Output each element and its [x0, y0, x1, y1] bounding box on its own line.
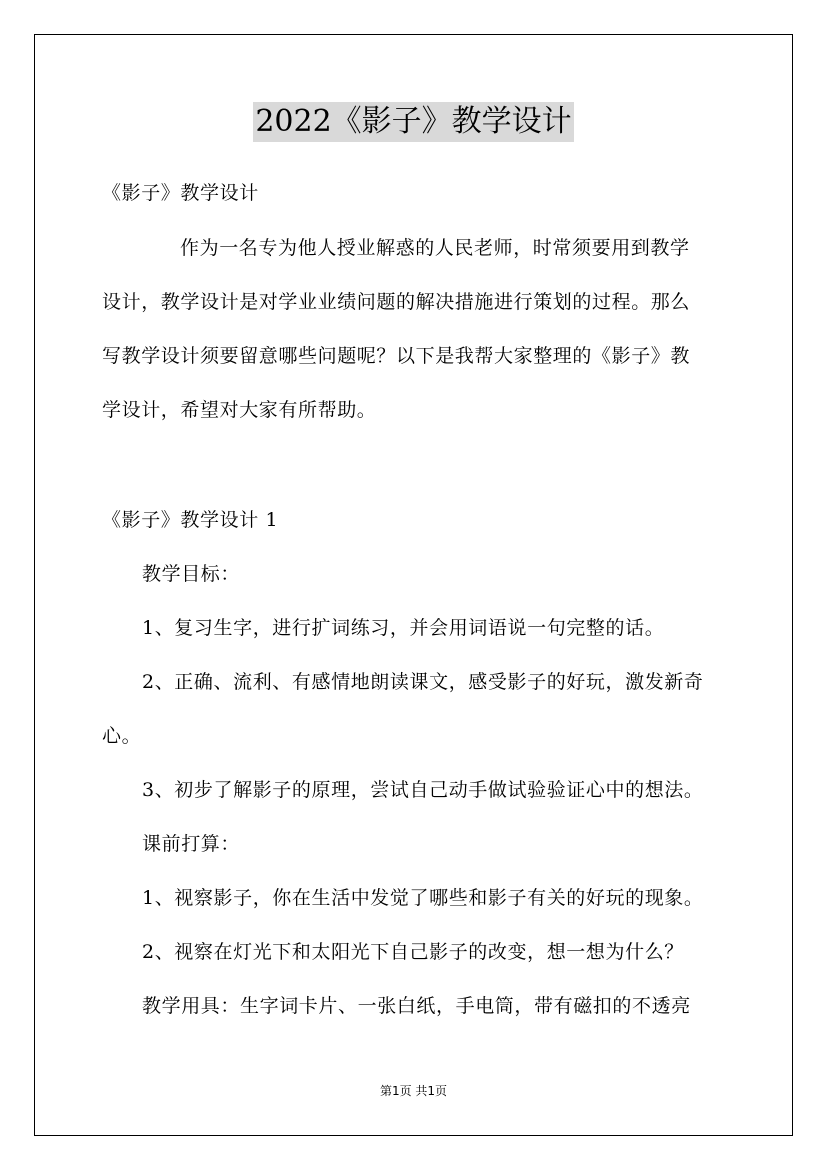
prep-item-1: 1、视察影子，你在生活中发觉了哪些和影子有关的好玩的现象。	[142, 887, 704, 909]
document-subtitle: 《影子》教学设计	[102, 182, 259, 204]
goal-item-2-cont: 心。	[102, 725, 142, 747]
prep-item-2: 2、视察在灯光下和太阳光下自己影子的改变，想一想为什么？	[142, 941, 684, 963]
document-title: 2022《影子》教学设计	[253, 102, 573, 142]
intro-line-2: 设计，教学设计是对学业业绩问题的解决措施进行策划的过程。那么	[102, 291, 691, 313]
intro-line-3: 写教学设计须要留意哪些问题呢？以下是我帮大家整理的《影子》教	[102, 345, 691, 367]
section-heading: 《影子》教学设计 1	[102, 509, 279, 531]
goal-item-1: 1、复习生字，进行扩词练习，并会用词语说一句完整的话。	[142, 617, 665, 639]
intro-line-4: 学设计，希望对大家有所帮助。	[102, 399, 377, 421]
intro-line-1: 作为一名专为他人授业解惑的人民老师，时常须要用到教学	[180, 237, 690, 259]
goals-label: 教学目标：	[142, 563, 241, 585]
goal-item-3: 3、初步了解影子的原理，尝试自己动手做试验验证心中的想法。	[142, 779, 704, 801]
prep-label: 课前打算：	[142, 833, 241, 855]
page-footer: 第1页 共1页	[379, 1084, 448, 1098]
tools-line: 教学用具：生字词卡片、一张白纸，手电筒，带有磁扣的不透亮	[142, 995, 691, 1017]
goal-item-2: 2、正确、流利、有感情地朗读课文，感受影子的好玩，激发新奇	[142, 671, 704, 693]
title-container	[0, 102, 827, 142]
